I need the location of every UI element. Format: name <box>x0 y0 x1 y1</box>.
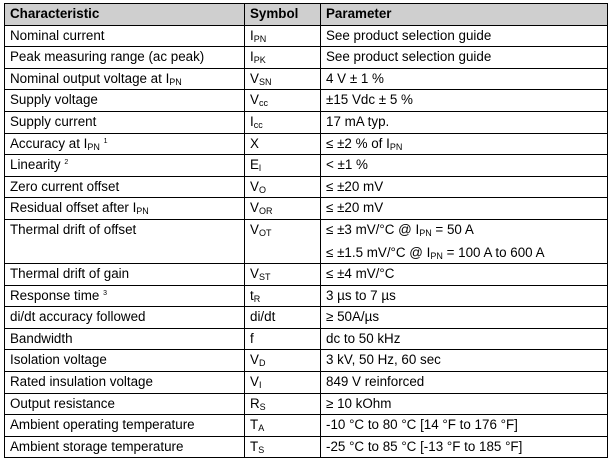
parameter-cell: -10 °C to 80 °C [14 °F to 176 °F] <box>321 415 608 437</box>
table-row <box>5 350 608 372</box>
symbol-cell: $V_{ST}$ <box>245 263 321 285</box>
parameter-cell: 849 V reinforced <box>321 371 608 393</box>
header-parameter: Parameter <box>321 4 608 26</box>
characteristic-cell: Ambient operating temperature <box>5 415 245 437</box>
symbol-cell: f <box>245 328 321 350</box>
header-symbol: Symbol <box>245 4 321 26</box>
table-row-thermal-offset <box>5 219 608 263</box>
table-row <box>5 285 608 307</box>
symbol-cell: $I_{PN}$ <box>245 25 321 47</box>
symbol-cell: $V_{OT}$ <box>245 219 321 263</box>
parameter-cell: < ±1 % <box>321 155 608 177</box>
table-row <box>5 47 608 69</box>
symbol-cell: $V_{SN}$ <box>245 68 321 90</box>
parameter-cell: ≤ ±20 mV <box>321 198 608 220</box>
symbol-cell: $V_O$ <box>245 176 321 198</box>
symbol-cell: $T_S$ <box>245 436 321 458</box>
parameter-cell: ≥ 50A/µs <box>321 307 608 329</box>
symbol-cell: $t_R$ <box>245 285 321 307</box>
symbol-cell: di/dt <box>245 307 321 329</box>
characteristic-cell: Linearity $^2$ <box>5 155 245 177</box>
symbol-cell: $V_I$ <box>245 371 321 393</box>
characteristic-cell: Output resistance <box>5 393 245 415</box>
characteristic-cell: Nominal output voltage at $I_{PN}$ <box>5 68 245 90</box>
characteristic-cell: Supply voltage <box>5 90 245 112</box>
characteristic-cell: Zero current offset <box>5 176 245 198</box>
parameter-cell: ≥ 10 kOhm <box>321 393 608 415</box>
characteristic-cell: Accuracy at $I_{PN}$ $^1$ <box>5 133 245 155</box>
parameter-cell: -25 °C to 85 °C [-13 °F to 185 °F] <box>321 436 608 458</box>
parameter-cell: See product selection guide <box>321 25 608 47</box>
parameter-cell: 4 V ± 1 % <box>321 68 608 90</box>
table-row <box>5 133 608 155</box>
parameter-cell: ±15 Vdc ± 5 % <box>321 90 608 112</box>
parameter-cell: ≤ ±3 mV/°C @ $I_{PN} = 50$ A ≤ ±1.5 mV/°C @ $I_{PN} = 100$ A to 600 A <box>321 219 608 263</box>
table-row <box>5 328 608 350</box>
parameter-cell: ≤ ±20 mV <box>321 176 608 198</box>
symbol-cell: $V_{OR}$ <box>245 198 321 220</box>
table-row <box>5 68 608 90</box>
parameter-cell: 3 µs to 7 µs <box>321 285 608 307</box>
header-row <box>5 4 608 26</box>
symbol-cell: $V_{cc}$ <box>245 90 321 112</box>
characteristic-cell: Bandwidth <box>5 328 245 350</box>
table-row <box>5 90 608 112</box>
symbol-cell: X <box>245 133 321 155</box>
characteristic-cell: Residual offset after $I_{PN}$ <box>5 198 245 220</box>
symbol-cell: $I_{cc}$ <box>245 111 321 133</box>
symbol-cell: $I_{PK}$ <box>245 47 321 69</box>
characteristic-cell: di/dt accuracy followed <box>5 307 245 329</box>
symbol-cell: $T_A$ <box>245 415 321 437</box>
table-row <box>5 25 608 47</box>
characteristic-cell: Isolation voltage <box>5 350 245 372</box>
specifications-table <box>4 3 608 458</box>
characteristic-cell: Thermal drift of gain <box>5 263 245 285</box>
parameter-cell: dc to 50 kHz <box>321 328 608 350</box>
table-row <box>5 111 608 133</box>
characteristic-cell: Peak measuring range (ac peak) <box>5 47 245 69</box>
header-characteristic: Characteristic <box>5 4 245 26</box>
table-row <box>5 436 608 458</box>
symbol-cell: $E_l$ <box>245 155 321 177</box>
parameter-cell: 3 kV, 50 Hz, 60 sec <box>321 350 608 372</box>
table-row <box>5 415 608 437</box>
characteristic-cell: Response time $^3$ <box>5 285 245 307</box>
parameter-cell: ≤ ±4 mV/°C <box>321 263 608 285</box>
table-row <box>5 307 608 329</box>
parameter-cell: See product selection guide <box>321 47 608 69</box>
characteristic-cell: Thermal drift of offset <box>5 219 245 263</box>
table-row <box>5 198 608 220</box>
characteristic-cell: Ambient storage temperature <box>5 436 245 458</box>
parameter-cell: ≤ ±2 % of $I_{PN}$ <box>321 133 608 155</box>
symbol-cell: $R_S$ <box>245 393 321 415</box>
table-row <box>5 176 608 198</box>
table-row <box>5 155 608 177</box>
characteristic-cell: Supply current <box>5 111 245 133</box>
table-row <box>5 371 608 393</box>
table-row <box>5 263 608 285</box>
characteristic-cell: Nominal current <box>5 25 245 47</box>
characteristic-cell: Rated insulation voltage <box>5 371 245 393</box>
symbol-cell: $V_D$ <box>245 350 321 372</box>
parameter-cell: 17 mA typ. <box>321 111 608 133</box>
table-row <box>5 393 608 415</box>
